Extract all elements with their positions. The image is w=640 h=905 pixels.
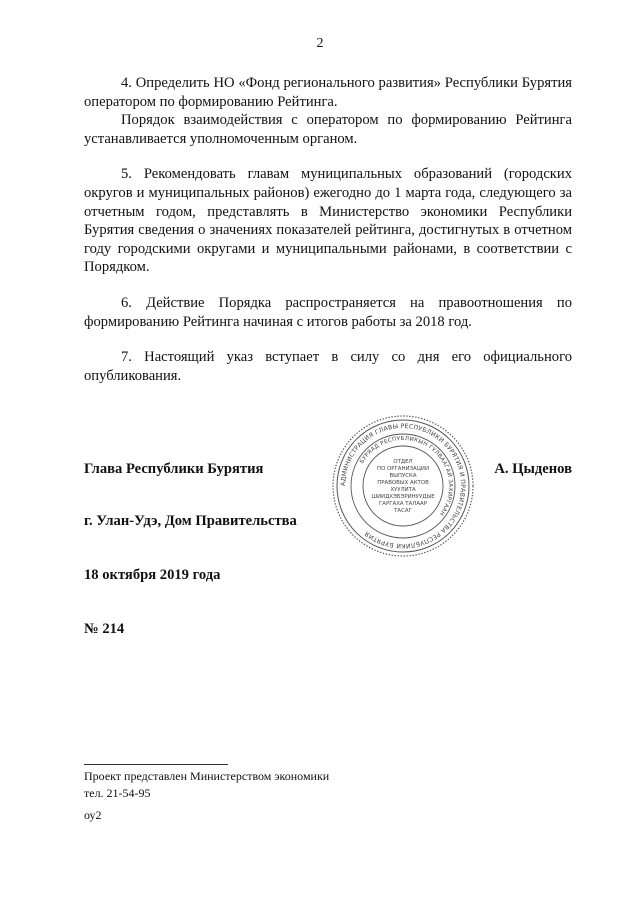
stamp-outer-text: АДМИНИСТРАЦИЯ ГЛАВЫ РЕСПУБЛИКИ БУРЯТИЯ И ПРАВИТЕЛЬСТВА РЕСПУБЛИКИ БУРЯТИЯ: [339, 422, 467, 550]
paragraph-5: 5. Рекомендовать главам муниципальных образований (городских округов и муниципальных районов) ежегодно до 1 марта года, следующего за отчетным годом, представлять в Министерство экономики Республики Бурятия сведения о значениях показателей рейтинга, достигнутых в отчетном году городскими округами и муниципальными районами, в соответствии с Порядком.: [84, 166, 572, 276]
stamp-center-line: ТАСАГ: [394, 508, 412, 514]
paragraph-4-note: Порядок взаимодействия с оператором по формированию Рейтинга устанавливается уполномоченным органом.: [84, 112, 572, 147]
place-of-signing: г. Улан-Удэ, Дом Правительства: [84, 513, 297, 529]
document-body: [84, 74, 572, 385]
footnote-phone: тел. 21-54-95: [84, 786, 151, 800]
footnote-line: Проект представлен Министерством экономики: [84, 769, 330, 783]
footnote: [84, 768, 329, 802]
paragraph-4: 4. Определить НО «Фонд регионального развития» Республики Бурятия оператором по формированию Рейтинга.: [84, 75, 572, 110]
signing-date: 18 октября 2019 года: [84, 567, 221, 583]
paragraph-6: 6. Действие Порядка распространяется на правоотношения по формированию Рейтинга начиная с итогов работы за 2018 год.: [84, 294, 572, 330]
stamp-center-line: ХУУЛИТА: [390, 487, 416, 493]
paragraph-7: 7. Настоящий указ вступает в силу со дня его официального опубликования.: [84, 349, 572, 384]
stamp-center-line: ПО ОРГАНИЗАЦИИ: [377, 466, 429, 472]
signatory-title: Глава Республики Бурятия: [84, 461, 264, 477]
stamp-center-line: ПРАВОВЫХ АКТОВ: [377, 480, 429, 486]
page-number: 2: [316, 36, 324, 51]
decree-number: № 214: [84, 621, 125, 637]
official-stamp: [330, 413, 476, 559]
stamp-center-line: ГАРГАХА ТАЛААР: [379, 501, 427, 507]
stamp-inner-text: БУРЯАД РЕСПУБЛИКЫН ГУЛВААГАЙ ЗАХИРГААН: [359, 435, 454, 517]
footnote-divider: [84, 764, 228, 765]
stamp-center-line: ВЫПУСКА: [389, 473, 417, 479]
stamp-center-line: ШИИДХЭБЭРИНУУДЫЕ: [371, 494, 435, 500]
footnote-code: оу2: [84, 808, 102, 822]
stamp-center-line: ОТДЕЛ: [393, 459, 413, 465]
signatory-name: А. Цыденов: [494, 461, 572, 477]
